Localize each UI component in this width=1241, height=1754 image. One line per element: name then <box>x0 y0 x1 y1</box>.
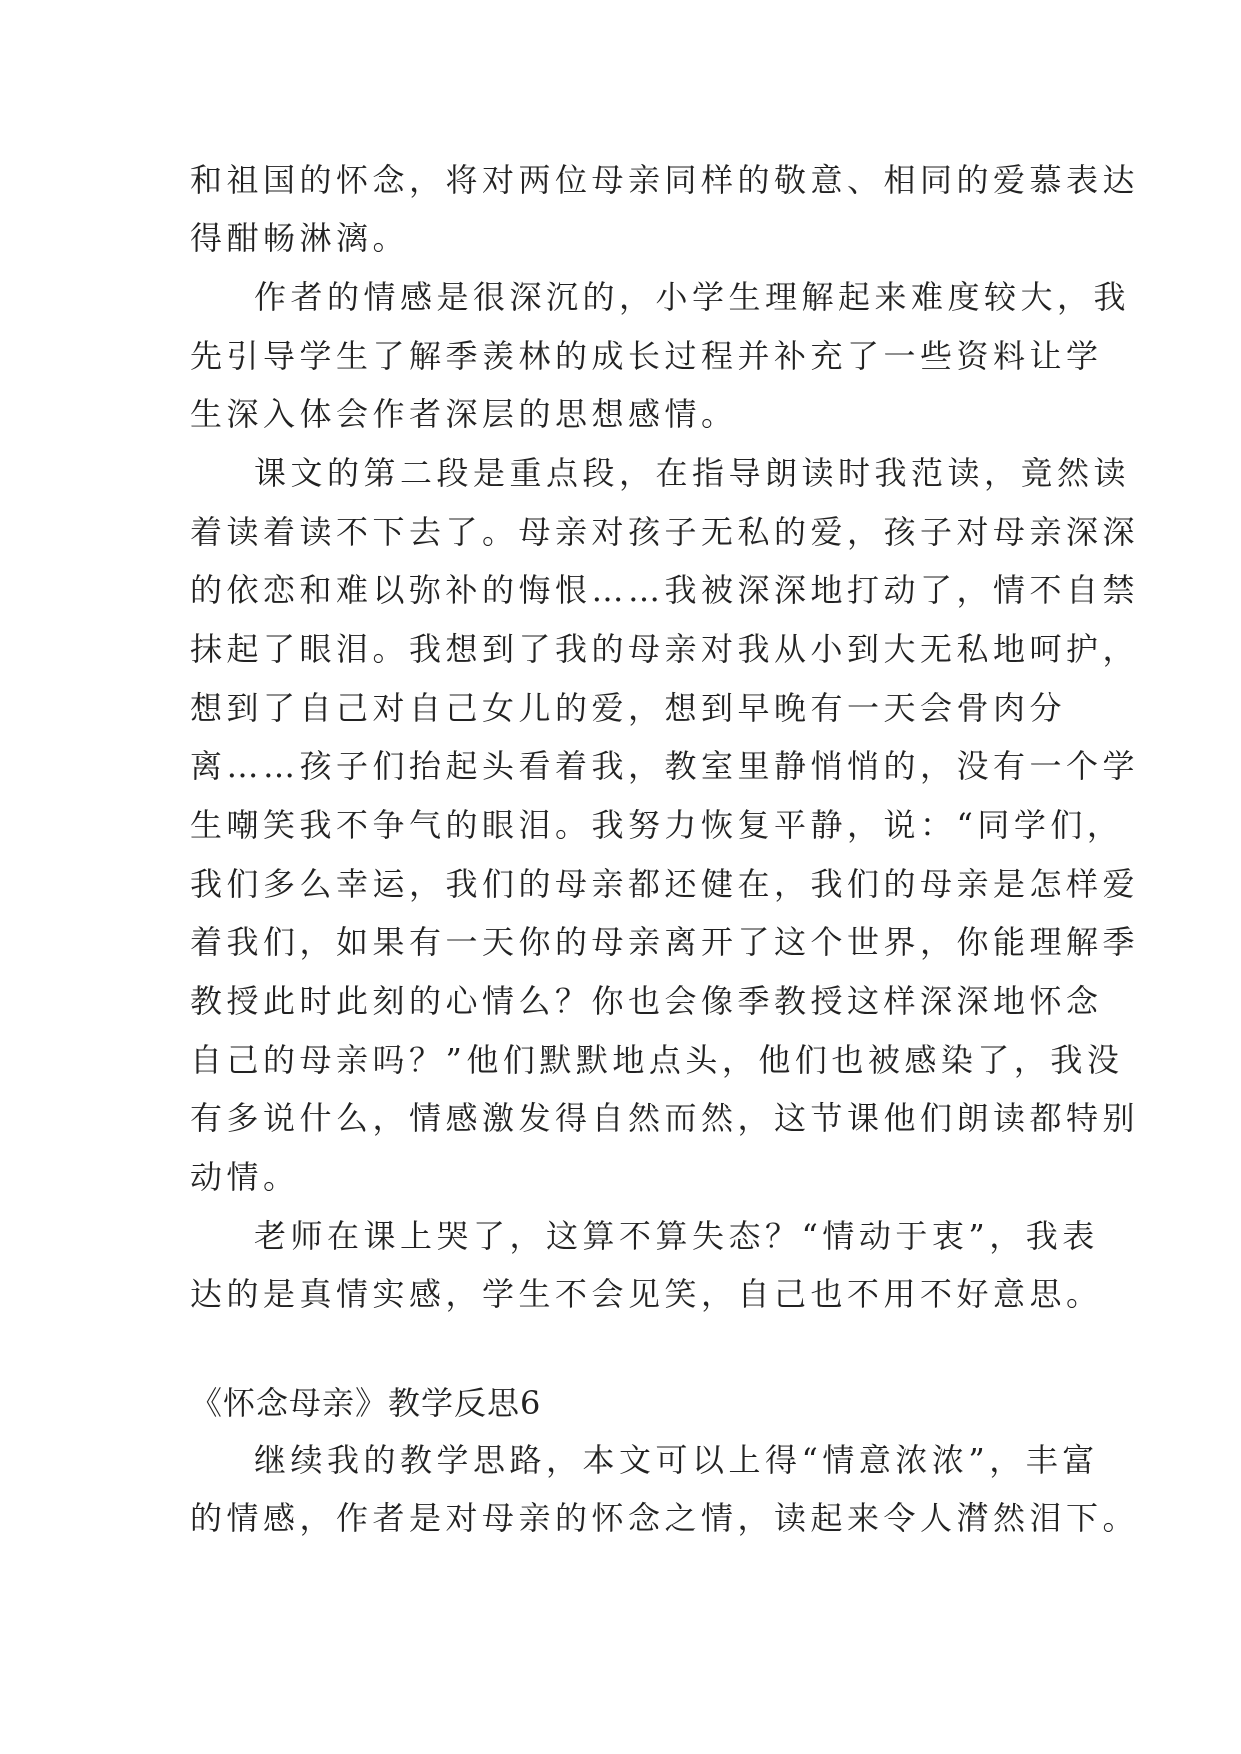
text-line: 动情。 <box>190 1158 300 1196</box>
text-line: 教授此时此刻的心情么？你也会像季教授这样深深地怀念 <box>190 982 1103 1020</box>
text-line: 先引导学生了解季羡林的成长过程并补充了一些资料让学 <box>190 337 1103 375</box>
text-line: 达的是真情实感，学生不会见笑，自己也不用不好意思。 <box>190 1275 1103 1313</box>
text-line: 有多说什么，情感激发得自然而然，这节课他们朗读都特别 <box>190 1099 1140 1137</box>
text-line: 抹起了眼泪。我想到了我的母亲对我从小到大无私地呵护， <box>190 630 1140 668</box>
text-line: 生深入体会作者深层的思想感情。 <box>190 395 738 433</box>
text-line: 着读着读不下去了。母亲对孩子无私的爱，孩子对母亲深深 <box>190 513 1140 551</box>
text-line: 离……孩子们抬起头看着我，教室里静悄悄的，没有一个学 <box>190 747 1140 785</box>
text-line: 的依恋和难以弥补的悔恨……我被深深地打动了，情不自禁 <box>190 571 1140 609</box>
text-line: 的情感，作者是对母亲的怀念之情，读起来令人潸然泪下。 <box>190 1499 1140 1537</box>
text-line: 自己的母亲吗？”他们默默地点头，他们也被感染了，我没 <box>190 1041 1124 1079</box>
text-line: 和祖国的怀念，将对两位母亲同样的敬意、相同的爱慕表达 <box>190 161 1140 199</box>
text-line: 作者的情感是很深沉的，小学生理解起来难度较大，我 <box>254 278 1131 316</box>
text-line: 想到了自己对自己女儿的爱，想到早晚有一天会骨肉分 <box>190 689 1067 727</box>
text-line: 继续我的教学思路，本文可以上得“情意浓浓”，丰富 <box>254 1441 1099 1479</box>
text-line: 老师在课上哭了，这算不算失态？“情动于衷”，我表 <box>254 1217 1099 1255</box>
text-line: 着我们，如果有一天你的母亲离开了这个世界，你能理解季 <box>190 923 1140 961</box>
text-line: 我们多么幸运，我们的母亲都还健在，我们的母亲是怎样爱 <box>190 865 1140 903</box>
text-line: 得酣畅淋漓。 <box>190 219 410 257</box>
section-heading: 《怀念母亲》教学反思6 <box>190 1384 542 1422</box>
text-line: 课文的第二段是重点段，在指导朗读时我范读，竟然读 <box>254 454 1131 492</box>
text-line: 生嘲笑我不争气的眼泪。我努力恢复平静，说：“同学们， <box>190 806 1124 844</box>
